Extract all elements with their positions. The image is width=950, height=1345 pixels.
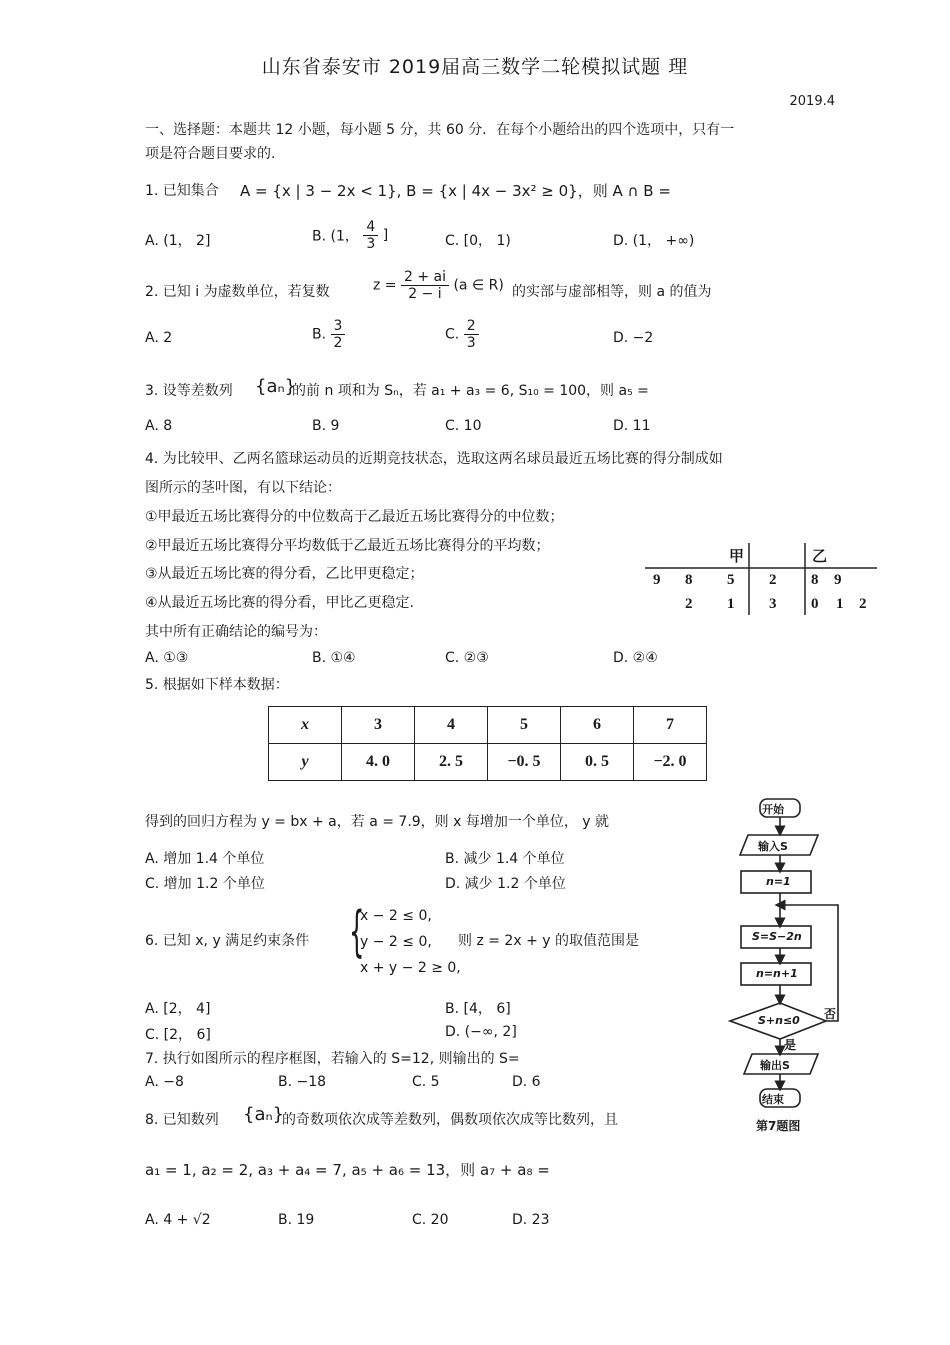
q6-constraint-1: x − 2 ≤ 0,: [360, 908, 432, 924]
q1-b-fraction: [363, 219, 378, 252]
table-row: [269, 707, 707, 744]
stem-row-2: 3: [769, 596, 777, 612]
flowchart-condition: S+n≤0: [758, 1014, 800, 1027]
q8-stem: 8. 已知数列: [145, 1112, 219, 1128]
q7-option-d: D. 6: [512, 1074, 541, 1090]
q4-statement-2: ②甲最近五场比赛得分平均数低于乙最近五场比赛得分的平均数；: [145, 538, 550, 554]
leaf-right-1-2: 9: [834, 572, 842, 588]
q2-rest: 的实部与虚部相等，则 a 的值为: [512, 284, 712, 300]
stem-leaf-label-yi: 乙: [812, 549, 828, 565]
q2-option-d: D. −2: [613, 330, 654, 346]
q2-b-prefix: B.: [312, 326, 327, 343]
q3-option-a: A. 8: [145, 418, 173, 434]
table-cell: 3: [342, 707, 415, 744]
q6-stem: 6. 已知 x, y 满足约束条件: [145, 933, 310, 949]
table-row: [269, 744, 707, 781]
stem-leaf-plot: [645, 543, 877, 615]
q1-math: A = {x | 3 − 2x < 1}, B = {x | 4x − 3x² ≥ 0}，则 A ∩ B =: [240, 182, 671, 200]
q6-option-c: C. [2， 6]: [145, 1027, 211, 1043]
q2-b-den: 2: [333, 335, 343, 352]
q2-c-num: 2: [464, 318, 479, 335]
q1-b-prefix: B. (1，: [312, 228, 359, 245]
section-intro-line2: 项是符合题目要求的.: [145, 146, 276, 162]
leaf-left-1-3: 5: [727, 572, 735, 588]
q2-c-prefix: C.: [445, 326, 460, 343]
q1-stem: 1. 已知集合: [145, 183, 219, 199]
leaf-left-1-1: 9: [653, 572, 661, 588]
q3-stem: 3. 设等差数列: [145, 383, 233, 399]
leaf-right-1-1: 8: [811, 572, 819, 588]
q1-b-den: 3: [366, 236, 376, 253]
q2-fraction: [401, 269, 449, 302]
q4-option-d: D. ②④: [613, 650, 658, 666]
flowchart-end: 结束: [762, 1093, 784, 1106]
table-cell: 7: [634, 707, 707, 744]
q4-option-b: B. ①④: [312, 650, 356, 666]
q6-option-a: A. [2， 4]: [145, 1001, 211, 1017]
table-cell: 6: [561, 707, 634, 744]
q2-b-fraction: [331, 318, 346, 351]
q4-ask: 其中所有正确结论的编号为：: [145, 624, 327, 640]
q8-option-d: D. 23: [512, 1212, 550, 1228]
flowchart-caption: 第7题图: [756, 1119, 801, 1133]
flowchart-init: n=1: [766, 875, 791, 888]
flowchart-output: 输出S: [760, 1059, 790, 1072]
table-cell: 4: [415, 707, 488, 744]
table-cell: x: [269, 707, 342, 744]
q5-stem: 5. 根据如下样本数据：: [145, 677, 289, 693]
q2-stem: 2. 已知 i 为虚数单位，若复数: [145, 284, 330, 300]
q1-option-d: D. (1， +∞): [613, 233, 695, 249]
q2-num: 2 + ai: [401, 269, 449, 286]
q7-option-c: C. 5: [412, 1074, 440, 1090]
q7-option-b: B. −18: [278, 1074, 327, 1090]
q5-option-d: D. 减少 1.2 个单位: [445, 876, 566, 892]
q5-data-table: [268, 706, 707, 781]
q2-option-a: A. 2: [145, 330, 173, 346]
table-cell: −2. 0: [634, 744, 707, 781]
q4-line2: 图所示的茎叶图，有以下结论：: [145, 480, 341, 496]
table-cell: 4. 0: [342, 744, 415, 781]
leaf-right-2-3: 2: [859, 596, 867, 612]
leaf-left-2-2: 1: [727, 596, 735, 612]
q3-option-b: B. 9: [312, 418, 340, 434]
q1-option-c: C. [0， 1): [445, 233, 511, 249]
q6-option-b: B. [4， 6]: [445, 1001, 511, 1017]
q5-option-b: B. 减少 1.4 个单位: [445, 851, 565, 867]
q2-cond: (a ∈ R): [453, 277, 504, 294]
table-cell: 2. 5: [415, 744, 488, 781]
q3-option-d: D. 11: [613, 418, 651, 434]
flowchart-input: 输入S: [758, 840, 788, 853]
leaf-right-2-2: 1: [836, 596, 844, 612]
q3-seq: {aₙ}: [255, 376, 297, 397]
q4-statement-3: ③从最近五场比赛的得分看，乙比甲更稳定；: [145, 566, 424, 582]
q8-option-a: A. 4 + √2: [145, 1212, 211, 1228]
q1-b-num: 4: [363, 219, 378, 236]
q8-option-b: B. 19: [278, 1212, 315, 1228]
table-cell: y: [269, 744, 342, 781]
stem-leaf-label-jia: 甲: [729, 549, 745, 565]
q8-condition: a₁ = 1, a₂ = 2, a₃ + a₄ = 7, a₅ + a₆ = 13，则 a₇ + a₈ =: [145, 1161, 550, 1179]
q8-rest: 的奇数项依次成等差数列，偶数项依次成等比数列，且: [282, 1112, 618, 1128]
flowchart: [718, 795, 858, 1140]
q4-statement-4: ④从最近五场比赛的得分看，甲比乙更稳定.: [145, 595, 414, 611]
section-intro-line1: 一、选择题：本题共 12 小题，每小题 5 分，共 60 分．在每个小题给出的四个选项中，只有一: [145, 122, 735, 138]
q2-option-c: [445, 318, 479, 351]
q2-b-num: 3: [331, 318, 346, 335]
q6-constraint-2: y − 2 ≤ 0,: [360, 934, 432, 950]
q4-statement-1: ①甲最近五场比赛得分的中位数高于乙最近五场比赛得分的中位数；: [145, 509, 564, 525]
table-cell: 0. 5: [561, 744, 634, 781]
q3-option-c: C. 10: [445, 418, 482, 434]
q1-b-suffix: ]: [382, 227, 389, 244]
q2-den: 2 − i: [408, 286, 442, 303]
q7-stem: 7. 执行如图所示的程序框图，若输入的 S=12, 则输出的 S=: [145, 1051, 520, 1067]
q5-option-a: A. 增加 1.4 个单位: [145, 851, 265, 867]
flowchart-step-n: n=n+1: [756, 967, 798, 980]
q2-z: z =: [373, 277, 397, 294]
q4-option-a: A. ①③: [145, 650, 189, 666]
q8-option-c: C. 20: [412, 1212, 449, 1228]
leaf-left-2-1: 2: [685, 596, 693, 612]
leaf-left-1-2: 8: [685, 572, 693, 588]
q1-option-a: A. (1， 2]: [145, 233, 211, 249]
flowchart-start: 开始: [762, 803, 784, 816]
q2-c-fraction: [464, 318, 479, 351]
q5-regression-line: 得到的回归方程为 y = bx + a，若 a = 7.9，则 x 每增加一个单位， y 就: [145, 814, 610, 830]
q1-option-b: [312, 219, 388, 252]
table-cell: 5: [488, 707, 561, 744]
q4-option-c: C. ②③: [445, 650, 489, 666]
q6-rest: 则 z = 2x + y 的取值范围是: [458, 933, 639, 949]
q6-option-d: D. (−∞, 2]: [445, 1024, 517, 1040]
q7-option-a: A. −8: [145, 1074, 184, 1090]
page-title: 山东省泰安市 2019届高三数学二轮模拟试题 理: [261, 56, 689, 78]
flowchart-no-label: 否: [824, 1007, 837, 1021]
q6-brace: {: [349, 900, 365, 963]
exam-date: 2019.4: [789, 94, 835, 109]
q6-constraint-3: x + y − 2 ≥ 0,: [360, 960, 461, 976]
flowchart-yes-label: 是: [784, 1038, 797, 1052]
stem-row-1: 2: [769, 572, 777, 588]
leaf-right-2-1: 0: [811, 596, 819, 612]
q2-c-den: 3: [466, 335, 476, 352]
q2-formula: [373, 269, 504, 302]
q2-option-b: [312, 318, 345, 351]
q5-option-c: C. 增加 1.2 个单位: [145, 876, 265, 892]
table-cell: −0. 5: [488, 744, 561, 781]
q8-seq: {aₙ}: [243, 1104, 285, 1125]
q4-line1: 4. 为比较甲、乙两名篮球运动员的近期竞技状态，选取这两名球员最近五场比赛的得分制成如: [145, 451, 723, 467]
q3-rest: 的前 n 项和为 Sₙ，若 a₁ + a₃ = 6, S₁₀ = 100，则 a₅ =: [292, 383, 649, 399]
flowchart-step-s: S=S−2n: [752, 930, 802, 943]
